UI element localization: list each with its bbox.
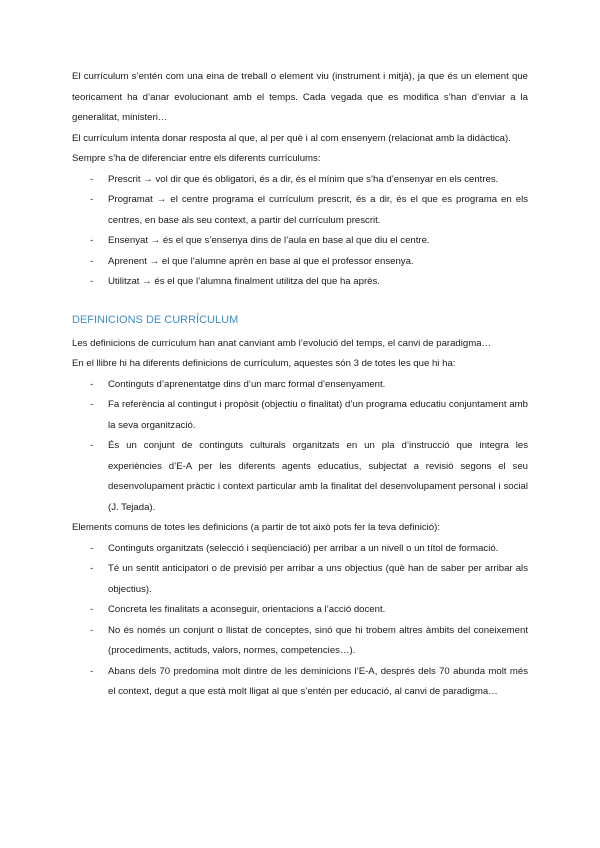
list-item: - Concreta les finalitats a aconseguir, orientacions a l’acció docent.	[72, 600, 528, 621]
dash-bullet: -	[90, 276, 94, 287]
definitions-paragraph-2: En el llibre hi ha diferents definicions de currículum, aquestes són 3 de totes les que hi ha:	[72, 358, 456, 369]
intro-paragraph-3: Sempre s’ha de diferenciar entre els diferents currículums:	[72, 153, 321, 164]
list-item: - Abans dels 70 predomina molt dintre de les deminicions l’E-A, després dels 70 abunda molt més el context, degut a que està molt lligat al que s’entén per educació, al canvi de paradigma…	[72, 662, 528, 703]
definitions-list	[72, 375, 528, 519]
list-item: - No és només un conjunt o llistat de conceptes, sinó que hi trobem altres àmbits del coneixement (procediments, actituds, valors, normes, competencies…).	[72, 621, 528, 662]
intro-paragraph-2: El currículum intenta donar resposta al que, al per què i al com ensenyem (relacionat amb la didàctica).	[72, 132, 511, 144]
dash-bullet: -	[90, 378, 94, 390]
list-item: - És un conjunt de continguts culturals organitzats en un pla d’instrucció que integra les experiències d’E-A per les diferents agents educatius, subjectat a revisió segons el seu desenvolupament pràctic i context particular amb la finalitat del desenvolupament personal i social (J. Tejada).	[72, 436, 528, 518]
list-item: - Continguts organitzats (selecció i seqüenciació) per arribar a un nivell o un títol de formació.	[72, 539, 528, 560]
list-item: - Fa referència al contingut i propòsit (objectiu o finalitat) d’un programa educatiu conjuntament amb la seva organització.	[72, 395, 528, 436]
list-item: - Prescrit → vol dir que és obligatori, és a dir, és el mínim que s’ha d’ensenyar en els centres.	[72, 170, 528, 191]
dash-bullet: -	[90, 235, 94, 246]
definitions-paragraph-1: Les definicions de currículum han anat canviant amb l’evolució del temps, el canvi de paradigma…	[72, 337, 492, 349]
curriculum-types-list	[72, 170, 528, 293]
dash-bullet: -	[90, 173, 94, 185]
common-elements-list	[72, 539, 528, 703]
dash-bullet: -	[90, 563, 94, 574]
dash-bullet: -	[90, 194, 94, 205]
section-heading: DEFINICIONS DE CURRÍCULUM	[72, 313, 239, 326]
dash-bullet: -	[90, 399, 94, 410]
dash-bullet: -	[90, 542, 94, 554]
list-item: - Programat → el centre programa el currículum prescrit, és a dir, és el que es programa en els centres, en base als seu context, a partir del currículum prescrit.	[72, 190, 528, 231]
intro-paragraph-1: El currículum s’entén com una eina de treball o element viu (instrument i mitjà), ja que és un element que teoricament ha d’anar evolucionant amb el temps. Cada vegada que es modifica s’han d’enviar a la generalitat, ministeri…	[72, 71, 528, 123]
list-item: - Utilitzat → és el que l’alumna finalment utilitza del que ha après.	[72, 272, 528, 293]
dash-bullet: -	[90, 440, 94, 451]
list-item: - Aprenent → el que l’alumne aprèn en base al que el professor ensenya.	[72, 252, 528, 273]
list-item: - Continguts d’aprenentatge dins d’un marc formal d’ensenyament.	[72, 375, 528, 396]
dash-bullet: -	[90, 255, 94, 267]
list-item: - Té un sentit anticipatori o de previsió per arribar a uns objectius (què han de saber per arribar als objectius).	[72, 559, 528, 600]
dash-bullet: -	[90, 665, 94, 677]
list-item: - Ensenyat → és el que s’ensenya dins de l’aula en base al que diu el centre.	[72, 231, 528, 252]
dash-bullet: -	[90, 624, 94, 636]
definitions-paragraph-3: Elements comuns de totes les definicions (a partir de tot això pots fer la teva definició):	[72, 522, 440, 533]
dash-bullet: -	[90, 604, 94, 615]
